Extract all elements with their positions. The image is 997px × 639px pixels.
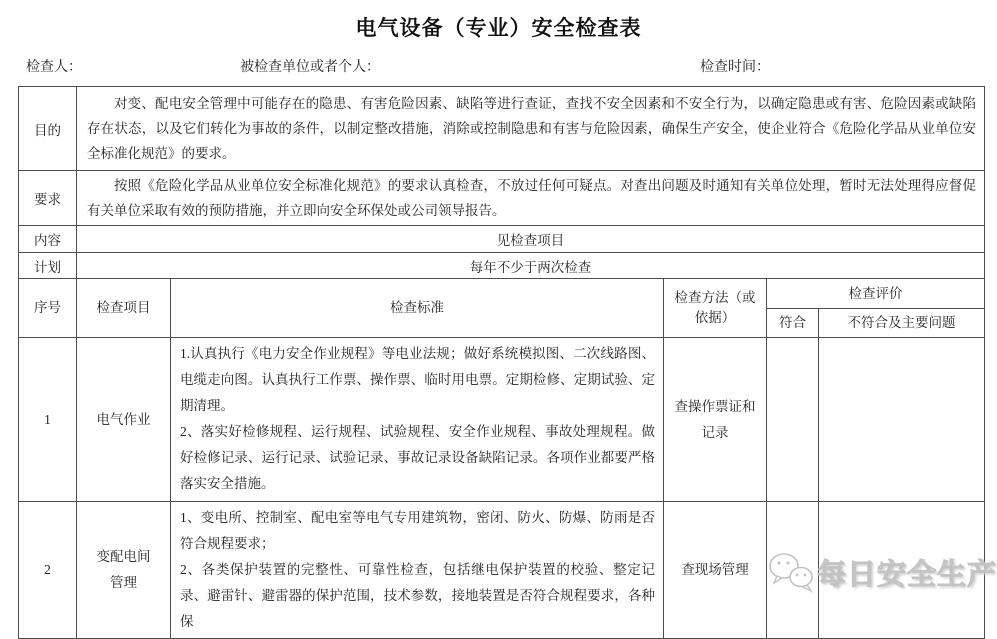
row2-method: 查现场管理 [664,502,767,639]
requirement-row [19,171,985,226]
info-row [0,56,997,78]
purpose-label: 目的 [19,87,77,171]
purpose-row [19,87,985,171]
row1-standard-2: 2、落实好检修规程、运行规程、试验规程、安全作业规程、事故处理规程。做好检修记录、运行记录、试验记录、事故记录设备缺陷记录。各项作业都要严格落实安全措施。 [180,424,655,491]
row1-item: 电气作业 [77,338,171,502]
row1-conform-cell [767,338,819,502]
requirement-text [77,171,985,226]
inspected-unit-label: 被检查单位或者个人： [240,60,380,75]
content-label: 内容 [19,226,77,253]
row1-index: 1 [19,338,77,502]
row1-standard-1: 1.认真执行《电力安全作业规程》等电业法规；做好系统模拟图、二次线路图、电缆走向图。认真执行工作票、操作票、临时用电票。定期检修、定期试验、定期清理。 [180,346,655,413]
inspection-table [18,86,985,639]
row2-nonconform-cell [819,502,985,639]
row2-standard-2: 2、各类保护装置的完整性、可靠性检查，包括继电保护装置的校验、整定记录、避雷针、避雷器的保护范围，技术参数，接地装置是否符合规程要求，各种保 [180,562,655,629]
row2-conform-cell [767,502,819,639]
row2-standard-cell [171,502,664,639]
content-text: 见检查项目 [77,226,985,253]
row2-item: 变配电间 管理 [77,502,171,639]
requirement-paragraph: 按照《危险化学品从业单位安全标准化规范》的要求认真检查，不放过任何可疑点。对查出问题及时通知有关单位处理，暂时无法处理得应督促有关单位采取有效的预防措施，并立即向安全环保处或公司领导报告。 [87,178,976,218]
header-evaluation: 检查评价 [767,279,985,309]
row2-standard-1: 1、变电所、控制室、配电室等电气专用建筑物，密闭、防火、防爆、防雨是否符合规程要求； [180,510,655,551]
plan-text: 每年不少于两次检查 [77,253,985,279]
purpose-paragraph: 对变、配电安全管理中可能存在的隐患、有害危险因素、缺陷等进行查证，查找不安全因素和不安全行为，以确定隐患或有害、危险因素或缺陷存在状态，以及它们转化为事故的条件，以制定整改措施，消除或控制隐患和有害与危险因素，确保生产安全，使企业符合《危险化学品从业单位安全标准化规范》的要求。 [87,96,976,161]
header-conform: 符合 [767,309,819,338]
purpose-text [77,87,985,171]
header-method: 检查方法（或 依据） [664,279,767,338]
header-index: 序号 [19,279,77,338]
plan-label: 计划 [19,253,77,279]
content-row [19,226,985,253]
row2-index: 2 [19,502,77,639]
header-standard: 检查标准 [171,279,664,338]
row1-nonconform-cell [819,338,985,502]
requirement-label: 要求 [19,171,77,226]
header-item: 检查项目 [77,279,171,338]
plan-row [19,253,985,279]
inspector-label: 检查人： [26,60,82,75]
table-row [19,338,985,502]
table-row [19,502,985,639]
inspection-time-label: 检查时间： [700,60,770,75]
row1-method: 查操作票证和 记录 [664,338,767,502]
row1-standard-cell [171,338,664,502]
watermark-text: 每日安全生产 [817,558,997,591]
header-nonconform: 不符合及主要问题 [819,309,985,338]
page-title: 电气设备（专业）安全检查表 [355,16,642,40]
table-header-row [19,279,985,309]
